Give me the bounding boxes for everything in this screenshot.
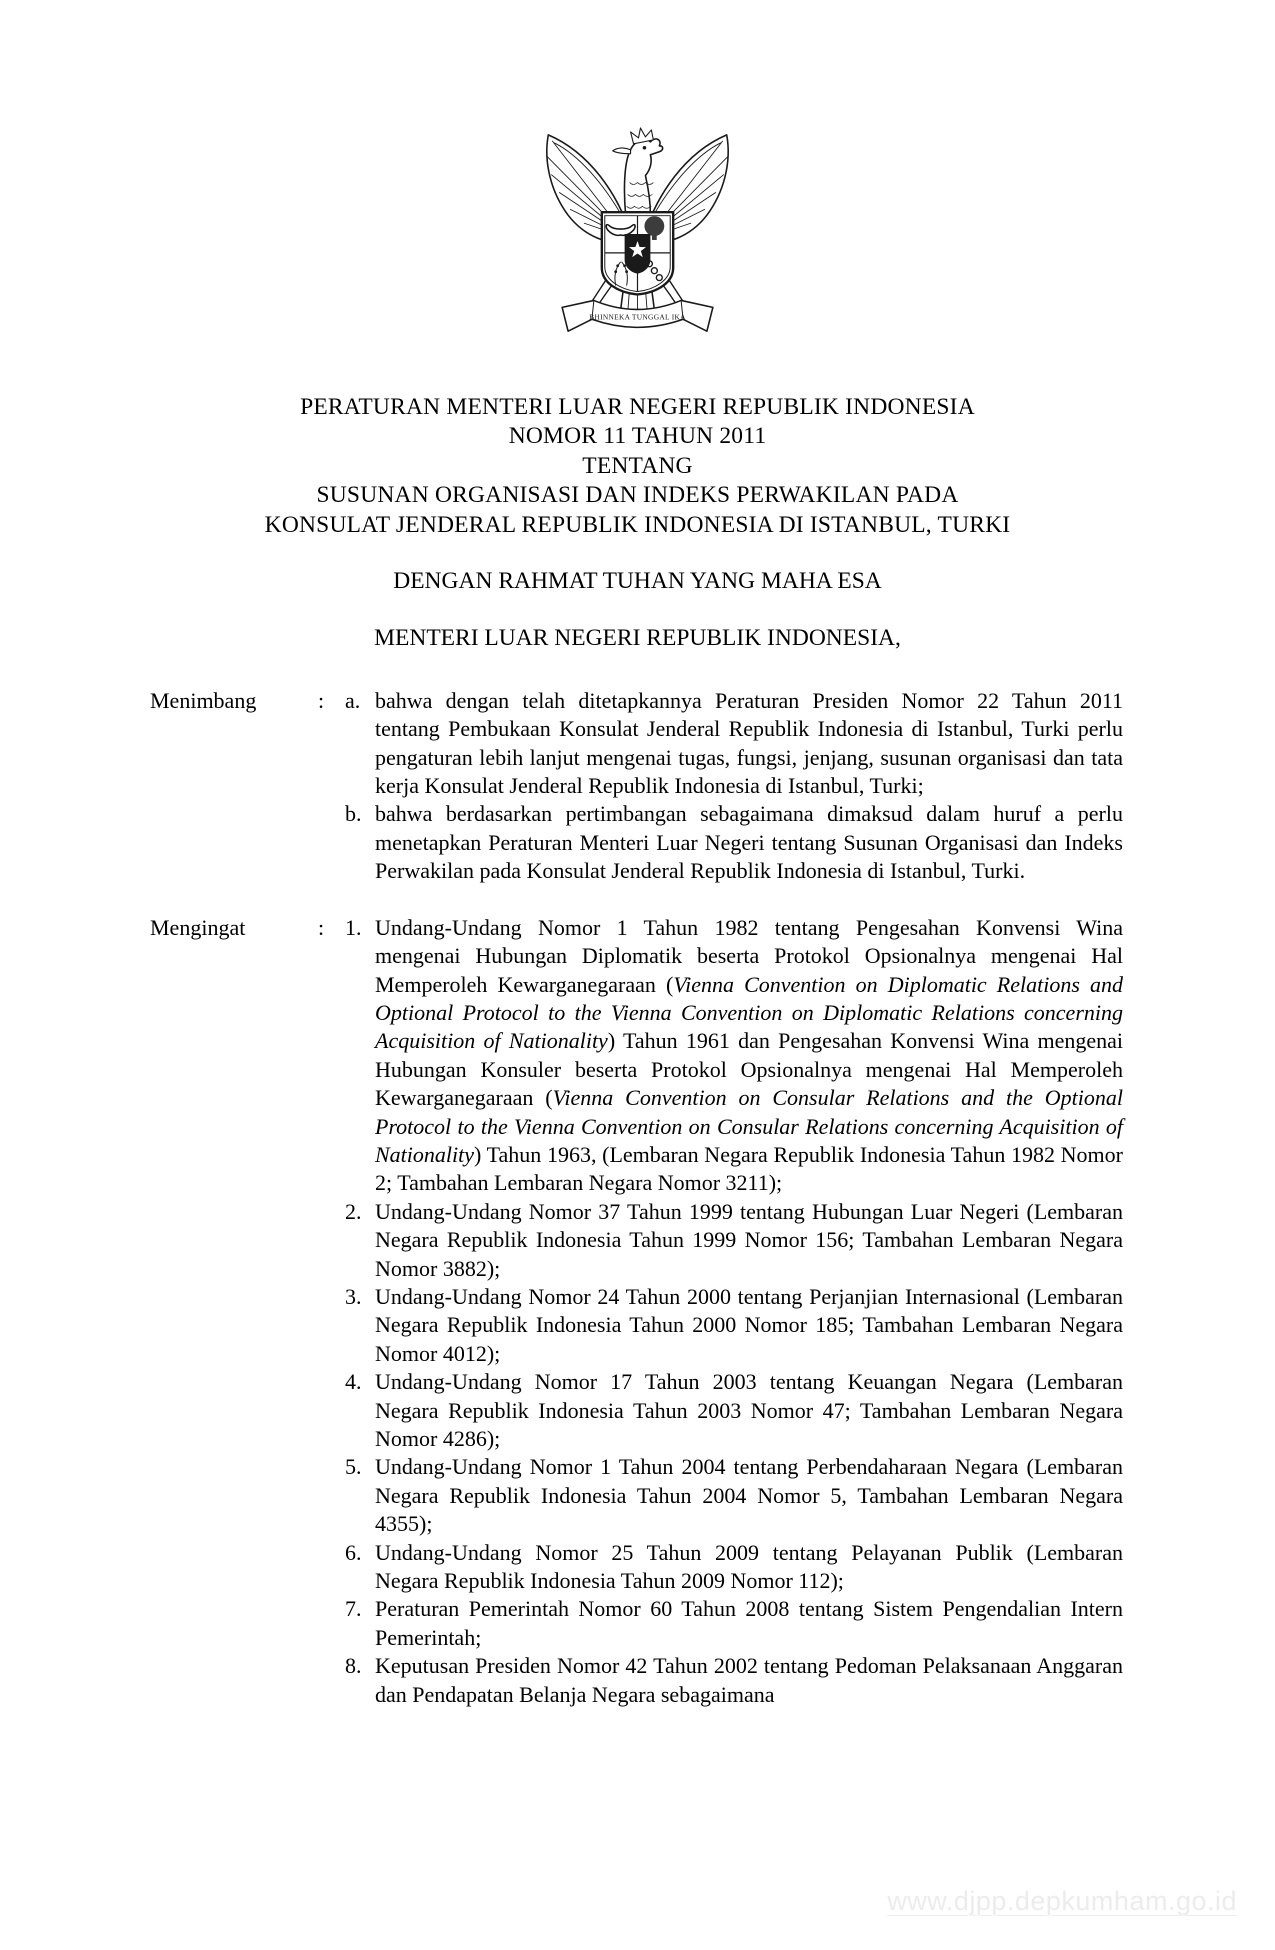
item-marker: 6. xyxy=(345,1539,362,1565)
list-item xyxy=(345,800,1123,885)
italic-segment: Vienna Convention on Diplomatic Relations and Optional Protocol to the Vienna Convention on Diplomatic Relations concerning Acquisition of Nationality xyxy=(375,971,1123,1054)
invocation-line: DENGAN RAHMAT TUHAN YANG MAHA ESA xyxy=(393,568,882,595)
item-text xyxy=(375,1595,1123,1652)
text-segment: Undang-Undang Nomor 1 Tahun 2004 tentang Perbendaharaan Negara (Lembaran Negara Republik Indonesia Tahun 2004 Nomor 5, Tambahan Lembaran Negara 4355); xyxy=(375,1454,1123,1537)
list-item xyxy=(345,1539,1123,1596)
list-item xyxy=(345,1595,1123,1652)
section-label: Mengingat xyxy=(150,914,246,940)
item-text xyxy=(375,1198,1123,1283)
text-segment: Undang-Undang Nomor 24 Tahun 2000 tentang Perjanjian Internasional (Lembaran Negara Republik Indonesia Tahun 2000 Nomor 185; Tambahan Lembaran Negara Nomor 4012); xyxy=(375,1283,1123,1366)
authority-line: MENTERI LUAR NEGERI REPUBLIK INDONESIA, xyxy=(374,625,901,652)
text-segment: Keputusan Presiden Nomor 42 Tahun 2002 tentang Pedoman Pelaksanaan Anggaran dan Pendapatan Belanja Negara sebagaimana xyxy=(375,1653,1123,1707)
item-marker: 3. xyxy=(345,1283,362,1309)
motto-banner-text: BHINNEKA TUNGGAL IKA xyxy=(589,312,686,322)
item-marker: a. xyxy=(345,687,361,713)
section-mengingat xyxy=(150,914,1123,1709)
item-text xyxy=(375,914,1123,1198)
text-segment: ) Tahun 1963, (Lembaran Negara Republik Indonesia Tahun 1982 Nomor 2; Tambahan Lembaran Negara Nomor 3211); xyxy=(375,1141,1123,1196)
item-marker: b. xyxy=(345,801,362,827)
section-colon: : xyxy=(318,687,325,713)
title-line-tentang: TENTANG xyxy=(582,452,693,479)
text-segment: Undang-Undang Nomor 37 Tahun 1999 tentang Hubungan Luar Negeri (Lembaran Negara Republik Indonesia Tahun 1999 Nomor 156; Tambahan Lembaran Negara Nomor 3882); xyxy=(375,1198,1123,1281)
title-line-subject-2: KONSULAT JENDERAL REPUBLIK INDONESIA DI ISTANBUL, TURKI xyxy=(264,511,1011,538)
item-marker: 1. xyxy=(345,914,362,940)
list-item xyxy=(345,687,1123,801)
item-marker: 2. xyxy=(345,1198,362,1224)
garuda-pancasila-emblem xyxy=(535,0,740,351)
section-items xyxy=(345,687,1123,886)
garuda-emblem-icon xyxy=(535,123,740,351)
item-marker: 5. xyxy=(345,1454,362,1480)
item-text xyxy=(375,1539,1123,1596)
section-menimbang xyxy=(150,687,1123,886)
title-line-subject-1: SUSUNAN ORGANISASI DAN INDEKS PERWAKILAN PADA xyxy=(316,482,959,509)
item-text xyxy=(375,1368,1123,1453)
list-item xyxy=(345,1198,1123,1283)
watermark-url: www.djpp.depkumham.go.id xyxy=(887,1886,1237,1916)
list-item xyxy=(345,1453,1123,1538)
item-text xyxy=(375,1652,1123,1709)
text-segment: bahwa dengan telah ditetapkannya Peraturan Presiden Nomor 22 Tahun 2011 tentang Pembukaan Konsulat Jenderal Republik Indonesia di Istanbul, Turki perlu pengaturan lebih lanjut mengenai tugas, fungsi, jenjang, susunan organisasi dan tata kerja Konsulat Jenderal Republik Indonesia di Istanbul, Turki; xyxy=(375,687,1123,799)
item-text xyxy=(375,1453,1123,1538)
title-line-number: NOMOR 11 TAHUN 2011 xyxy=(508,423,767,450)
section-items xyxy=(345,914,1123,1709)
item-text xyxy=(375,687,1123,801)
text-segment: Undang-Undang Nomor 17 Tahun 2003 tentang Keuangan Negara (Lembaran Negara Republik Indonesia Tahun 2003 Nomor 47; Tambahan Lembaran Negara Nomor 4286); xyxy=(375,1369,1123,1451)
item-text xyxy=(375,800,1123,885)
list-item xyxy=(345,1368,1123,1453)
list-item xyxy=(345,914,1123,1198)
text-segment: bahwa berdasarkan pertimbangan sebagaimana dimaksud dalam huruf a perlu menetapkan Peraturan Menteri Luar Negeri tentang Susunan Organisasi dan Indeks Perwakilan pada Konsulat Jenderal Republik Indonesia di Istanbul, Turki. xyxy=(375,801,1123,884)
document-title xyxy=(0,393,1275,540)
section-colon: : xyxy=(318,914,325,940)
list-item xyxy=(345,1652,1123,1709)
section-label: Menimbang xyxy=(150,687,257,713)
italic-segment: Vienna Convention on Consular Relations and the Optional Protocol to the Vienna Convention on Consular Relations concerning Acquisition of Nationality xyxy=(375,1085,1123,1167)
item-marker: 8. xyxy=(345,1653,362,1679)
item-text xyxy=(375,1283,1123,1368)
sections-container xyxy=(0,687,1275,1709)
item-marker: 4. xyxy=(345,1369,362,1395)
text-segment: Undang-Undang Nomor 1 Tahun 1982 tentang Pengesahan Konvensi Wina mengenai Hubungan Diplomatik beserta Protokol Opsionalnya mengenai Hal Memperoleh Kewarganegaraan ( xyxy=(375,914,1123,997)
text-segment: ) Tahun 1961 dan Pengesahan Konvensi Wina mengenai Hubungan Konsuler beserta Protokol Opsionalnya mengenai Hal Memperoleh Kewarganegaraan ( xyxy=(375,1028,1123,1111)
text-segment: Undang-Undang Nomor 25 Tahun 2009 tentang Pelayanan Publik (Lembaran Negara Republik Indonesia Tahun 2009 Nomor 112); xyxy=(375,1539,1123,1594)
list-item xyxy=(345,1283,1123,1368)
title-line-regulation: PERATURAN MENTERI LUAR NEGERI REPUBLIK INDONESIA xyxy=(300,394,975,420)
text-segment: Peraturan Pemerintah Nomor 60 Tahun 2008 tentang Sistem Pengendalian Intern Pemerintah; xyxy=(375,1596,1123,1650)
item-marker: 7. xyxy=(345,1596,362,1622)
